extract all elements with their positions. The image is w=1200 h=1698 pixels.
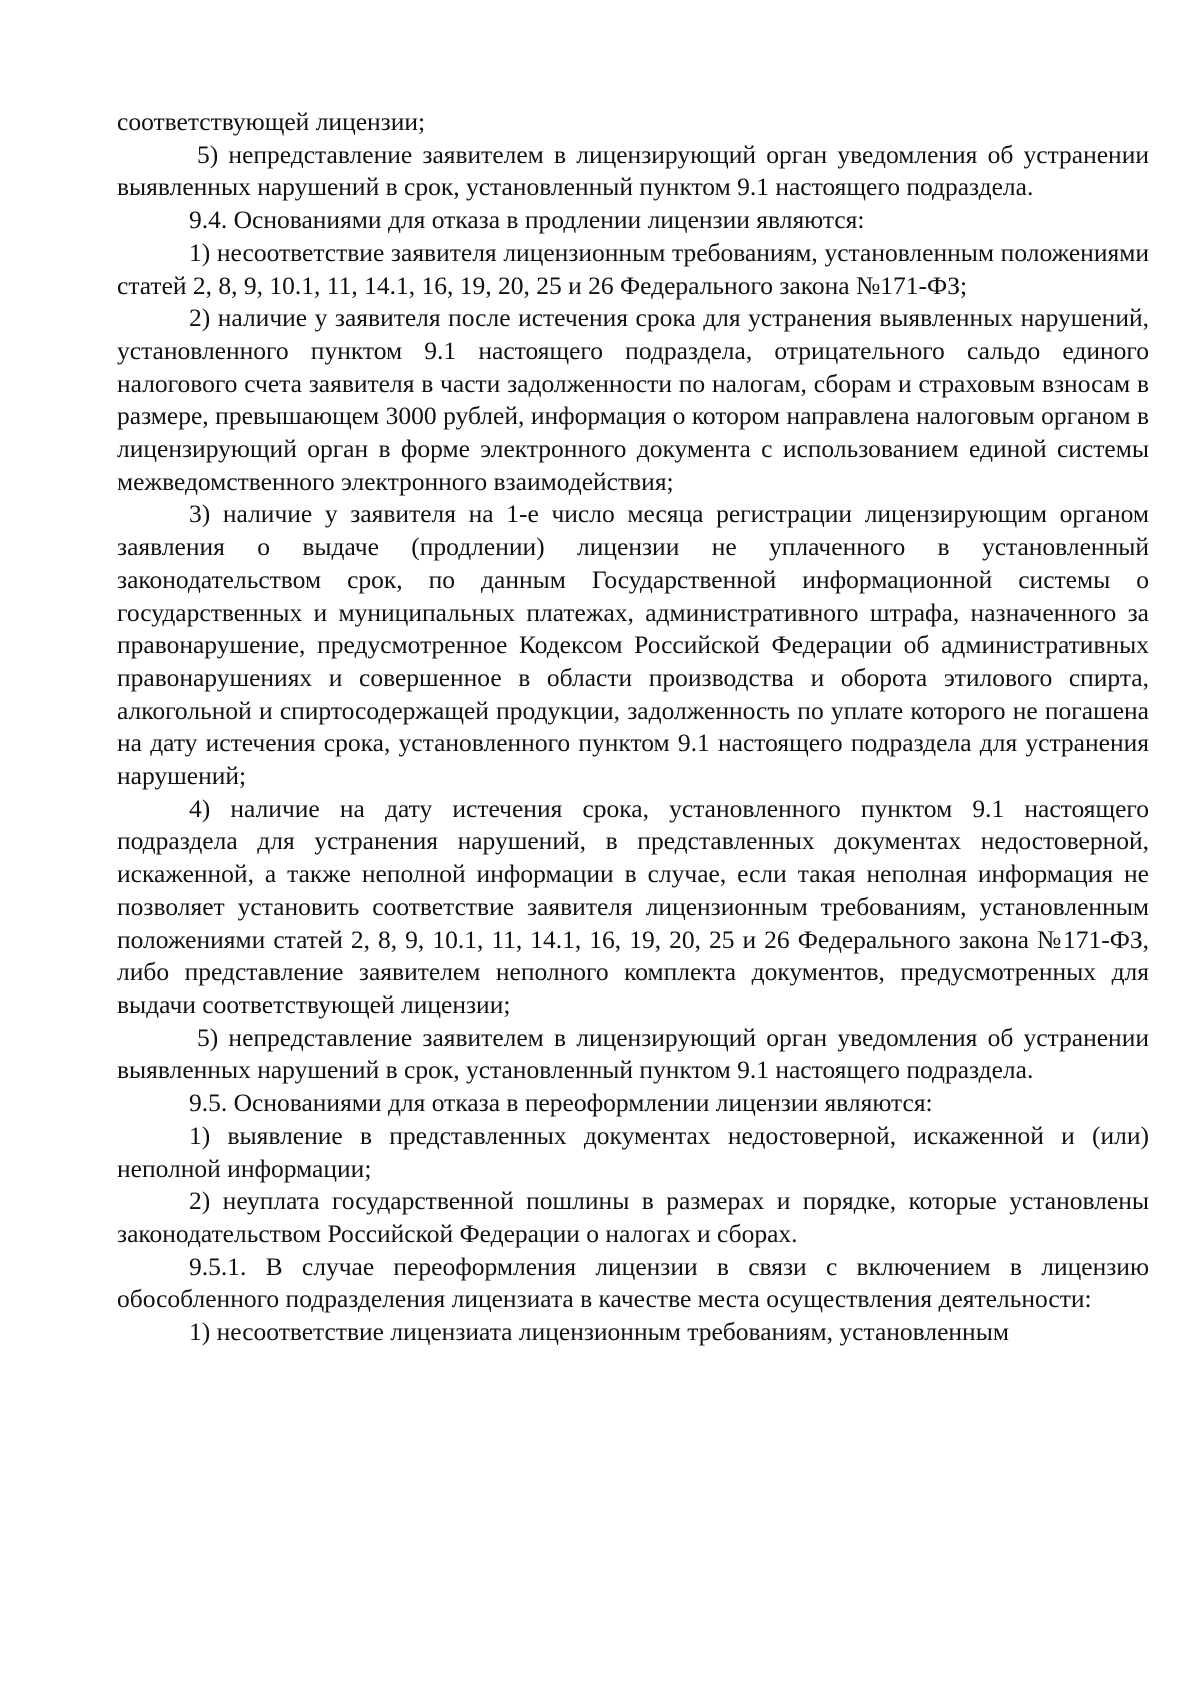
paragraph-continuation: соответствующей лицензии; xyxy=(117,107,426,136)
paragraph-item-5: 5) непредставление заявителем в лицензирующий орган уведомления об устранении выявленных нарушений в срок, установленный пунктом 9.1 настоящего подраздела. xyxy=(117,139,1149,202)
paragraph-9-5-item-2: 2) неуплата государственной пошлины в размерах и порядке, которые установлены законодательством Российской Федерации о налогах и сборах. xyxy=(117,1186,1149,1248)
paragraph-section-9-5: 9.5. Основаниями для отказа в переоформлении лицензии являются: xyxy=(189,1088,933,1118)
paragraph-item-4: 4) наличие на дату истечения срока, установленного пунктом 9.1 настоящего подраздела для устранения нарушений, в представленных документах недостоверной, искаженной, а также неполной информации в случае, если такая неполная информация не позволяет установить соответствие заявителя лицензионным требованиям, установленным положениями статей 2, 8, 9, 10.1, 11, 14.1, 16, 19, 20, 25 и 26 Федерального закона №171-ФЗ, либо представление заявителем неполного комплекта документов, предусмотренных для выдачи соответствующей лицензии; xyxy=(117,793,1149,1019)
document-page xyxy=(117,106,1149,1349)
paragraph-9-5-1-item-1: 1) несоответствие лицензиата лицензионным требованиям, установленным xyxy=(189,1317,1009,1347)
paragraph-section-9-4: 9.4. Основаниями для отказа в продлении лицензии являются: xyxy=(189,205,865,235)
paragraph-item-5-repeat: 5) непредставление заявителем в лицензирующий орган уведомления об устранении выявленных нарушений в срок, установленный пунктом 9.1 настоящего подраздела. xyxy=(117,1022,1149,1085)
paragraph-item-3: 3) наличие у заявителя на 1-е число месяца регистрации лицензирующим органом заявления о выдаче (продлении) лицензии не уплаченного в установленный законодательством срок, по данным Государственной информационной системы о государственных и муниципальных платежах, административного штрафа, назначенного за правонарушение, предусмотренное Кодексом Российской Федерации об административных правонарушениях и совершенное в области производства и оборота этилового спирта, алкогольной и спиртосодержащей продукции, задолженность по уплате которого не погашена на дату истечения срока, установленного пунктом 9.1 настоящего подраздела для устранения нарушений; xyxy=(117,499,1149,791)
paragraph-9-5-item-1: 1) выявление в представленных документах недостоверной, искаженной и (или) неполной информации; xyxy=(117,1120,1149,1183)
paragraph-item-2: 2) наличие у заявителя после истечения срока для устранения выявленных нарушений, установленного пунктом 9.1 настоящего подраздела, отрицательного сальдо единого налогового счета заявителя в части задолженности по налогам, сборам и страховым взносам в размере, превышающем 3000 рублей, информация о котором направлена налоговым органом в лицензирующий орган в форме электронного документа с использованием единой системы межведомственного электронного взаимодействия; xyxy=(117,303,1149,496)
paragraph-item-1: 1) несоответствие заявителя лицензионным требованиям, установленным положениями статей 2, 8, 9, 10.1, 11, 14.1, 16, 19, 20, 25 и 26 Федерального закона №171-ФЗ; xyxy=(117,237,1149,300)
paragraph-section-9-5-1: 9.5.1. В случае переоформления лицензии в связи с включением в лицензию обособленного подразделения лицензиата в качестве места осуществления деятельности: xyxy=(117,1251,1149,1314)
